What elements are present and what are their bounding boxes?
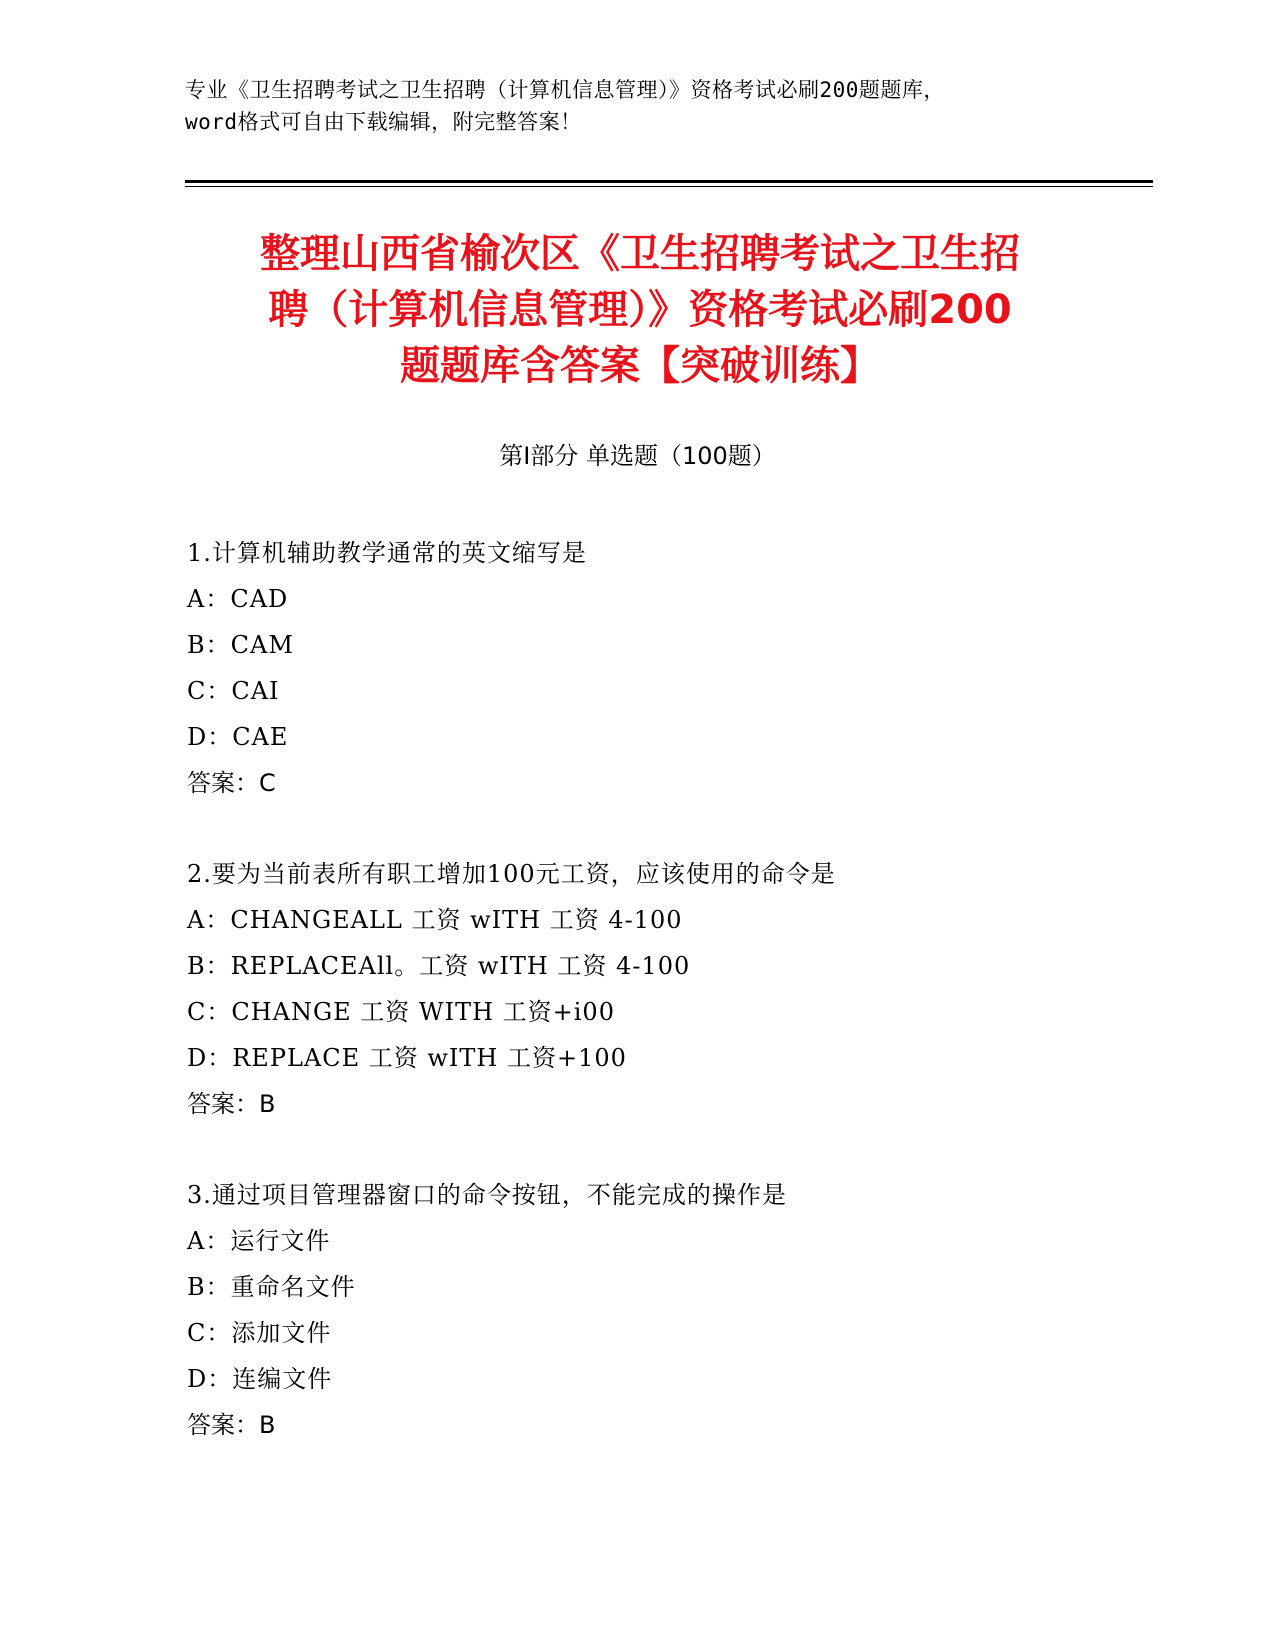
header-rule-thin [185, 186, 1153, 187]
option-d: D：CAE [187, 723, 289, 751]
question-3 [187, 1172, 1147, 1448]
document-title-line1: 整理山西省榆次区《卫生招聘考试之卫生招 [260, 231, 1020, 277]
option-b: B：REPLACEAll。工资 wITH 工资 4-100 [187, 952, 691, 980]
document-title [190, 226, 1090, 394]
option-b: B：重命名文件 [187, 1273, 356, 1301]
answer: 答案：B [187, 1090, 276, 1118]
answer: 答案：C [187, 769, 276, 797]
header-rule-thick [185, 180, 1153, 183]
section-title: 第Ⅰ部分 单选题（100题） [499, 442, 776, 470]
question-stem: 1.计算机辅助教学通常的英文缩写是 [187, 539, 587, 567]
header-note-line1: 专业《卫生招聘考试之卫生招聘（计算机信息管理）》资格考试必刷200题题库， [185, 78, 945, 102]
question-1 [187, 530, 1147, 806]
document-title-line2: 聘（计算机信息管理）》资格考试必刷200 [268, 287, 1012, 333]
question-stem: 3.通过项目管理器窗口的命令按钮，不能完成的操作是 [187, 1181, 787, 1209]
document-title-line3: 题题库含答案【突破训练】 [400, 343, 880, 389]
option-a: A：CHANGEALL 工资 wITH 工资 4-100 [187, 906, 683, 934]
option-c: C：CAI [187, 677, 280, 705]
option-a: A：CAD [187, 585, 289, 613]
header-note-line2: word格式可自由下载编辑，附完整答案！ [185, 110, 582, 134]
option-c: C：添加文件 [187, 1319, 332, 1347]
question-stem: 2.要为当前表所有职工增加100元工资，应该使用的命令是 [187, 860, 836, 888]
option-d: D：连编文件 [187, 1365, 333, 1393]
question-list [187, 530, 1147, 1493]
option-a: A：运行文件 [187, 1227, 331, 1255]
answer: 答案：B [187, 1411, 276, 1439]
option-d: D：REPLACE 工资 wITH 工资+100 [187, 1044, 627, 1072]
option-b: B：CAM [187, 631, 294, 659]
option-c: C：CHANGE 工资 WITH 工资+i00 [187, 998, 615, 1026]
question-2 [187, 851, 1147, 1127]
header-note [185, 74, 1115, 138]
